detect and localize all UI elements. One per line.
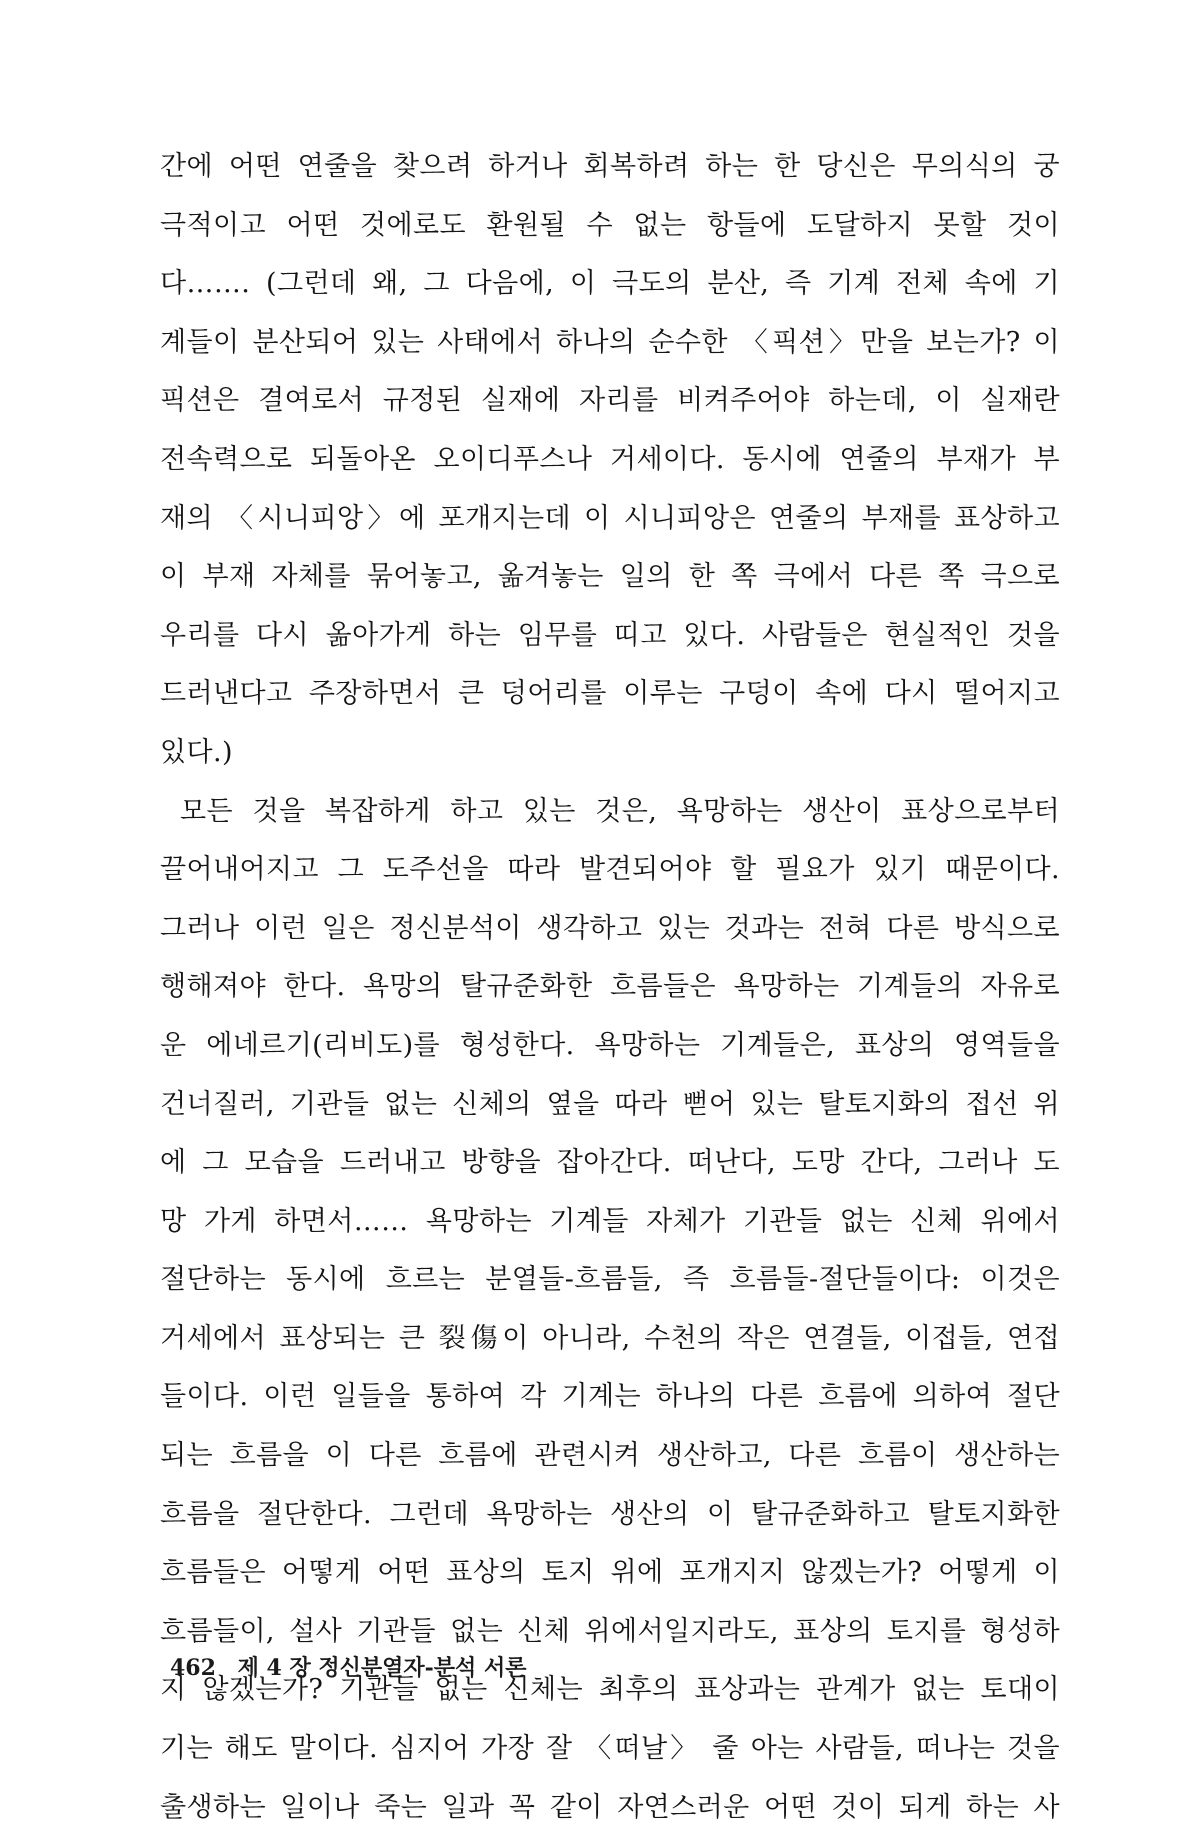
text-line: 극적이고 어떤 것에로도 환원될 수 없는 항들에 도달하지 못할 것이 [160,209,1060,241]
text-line: 다……. (그런데 왜, 그 다음에, 이 극도의 분산, 즉 기계 전체 속에 기 [160,268,1060,300]
page-footer [170,1651,526,1682]
page-number: 462 [170,1655,216,1681]
text-line: 전속력으로 되돌아온 오이디푸스나 거세이다. 동시에 연줄의 부재가 부 [160,443,1060,475]
text-line: 있다.) [160,736,233,768]
text-line: 들이다. 이런 일들을 통하여 각 기계는 하나의 다른 흐름에 의하여 절단 [160,1381,1060,1413]
text-line: 흐름을 절단한다. 그런데 욕망하는 생산의 이 탈규준화하고 탈토지화한 [160,1498,1060,1530]
text-line: 거세에서 표상되는 큰 裂傷이 아니라, 수천의 작은 연결들, 이접들, 연접 [160,1322,1060,1354]
text-line: 되는 흐름을 이 다른 흐름에 관련시켜 생산하고, 다른 흐름이 생산하는 [160,1440,1060,1472]
text-line: 망 가게 하면서…… 욕망하는 기계들 자체가 기관들 없는 신체 위에서 [160,1205,1060,1237]
text-line: 끌어내어지고 그 도주선을 따라 발견되어야 할 필요가 있기 때문이다. [160,854,1060,886]
text-line: 그러나 이런 일은 정신분석이 생각하고 있는 것과는 전혀 다른 방식으로 [160,912,1060,944]
text-line: 드러낸다고 주장하면서 큰 덩어리를 이루는 구덩이 속에 다시 떨어지고 [160,678,1060,710]
text-line: 계들이 분산되어 있는 사태에서 하나의 순수한 〈픽션〉만을 보는가? 이 [160,326,1060,358]
text-line: 건너질러, 기관들 없는 신체의 옆을 따라 뻗어 있는 탈토지화의 접선 위 [160,1088,1060,1120]
text-line: 행해져야 한다. 욕망의 탈규준화한 흐름들은 욕망하는 기계들의 자유로 [160,971,1060,1003]
text-line: 간에 어떤 연줄을 찾으려 하거나 회복하려 하는 한 당신은 무의식의 궁 [160,151,1060,182]
text-line: 기는 해도 말이다. 심지어 가장 잘 〈떠날〉 줄 아는 사람들, 떠나는 것을 [160,1733,1060,1765]
text-line: 재의 〈시니피앙〉에 포개지는데 이 시니피앙은 연줄의 부재를 표상하고 [160,502,1060,534]
text-line: 모든 것을 복잡하게 하고 있는 것은, 욕망하는 생산이 표상으로부터 [180,795,1060,827]
text-line: 출생하는 일이나 죽는 일과 꼭 같이 자연스러운 어떤 것이 되게 하는 사 [160,1791,1060,1823]
text-line: 에 그 모습을 드러내고 방향을 잡아간다. 떠난다, 도망 간다, 그러나 도 [160,1147,1060,1179]
text-line: 운 에네르기(리비도)를 형성한다. 욕망하는 기계들은, 표상의 영역들을 [160,1029,1060,1061]
text-line: 절단하는 동시에 흐르는 분열들-흐름들, 즉 흐름들-절단들이다: 이것은 [160,1264,1060,1296]
text-line: 흐름들은 어떻게 어떤 표상의 토지 위에 포개지지 않겠는가? 어떻게 이 [160,1557,1060,1589]
text-line: 지 않겠는가? 기관들 없는 신체는 최후의 표상과는 관계가 없는 토대이 [160,1674,1060,1706]
paragraph-1 [160,138,1060,783]
text-line: 픽션은 결여로서 규정된 실재에 자리를 비켜주어야 하는데, 이 실재란 [160,385,1060,417]
running-footer-chapter: 제 4 장 정신분열자-분석 서론 [237,1655,527,1681]
text-line: 이 부재 자체를 묶어놓고, 옮겨놓는 일의 한 쪽 극에서 다른 쪽 극으로 [160,561,1060,593]
body-text [160,138,1060,1837]
text-line: 우리를 다시 옮아가게 하는 임무를 띠고 있다. 사람들은 현실적인 것을 [160,619,1060,651]
text-line: 흐름들이, 설사 기관들 없는 신체 위에서일지라도, 표상의 토지를 형성하 [160,1615,1060,1647]
